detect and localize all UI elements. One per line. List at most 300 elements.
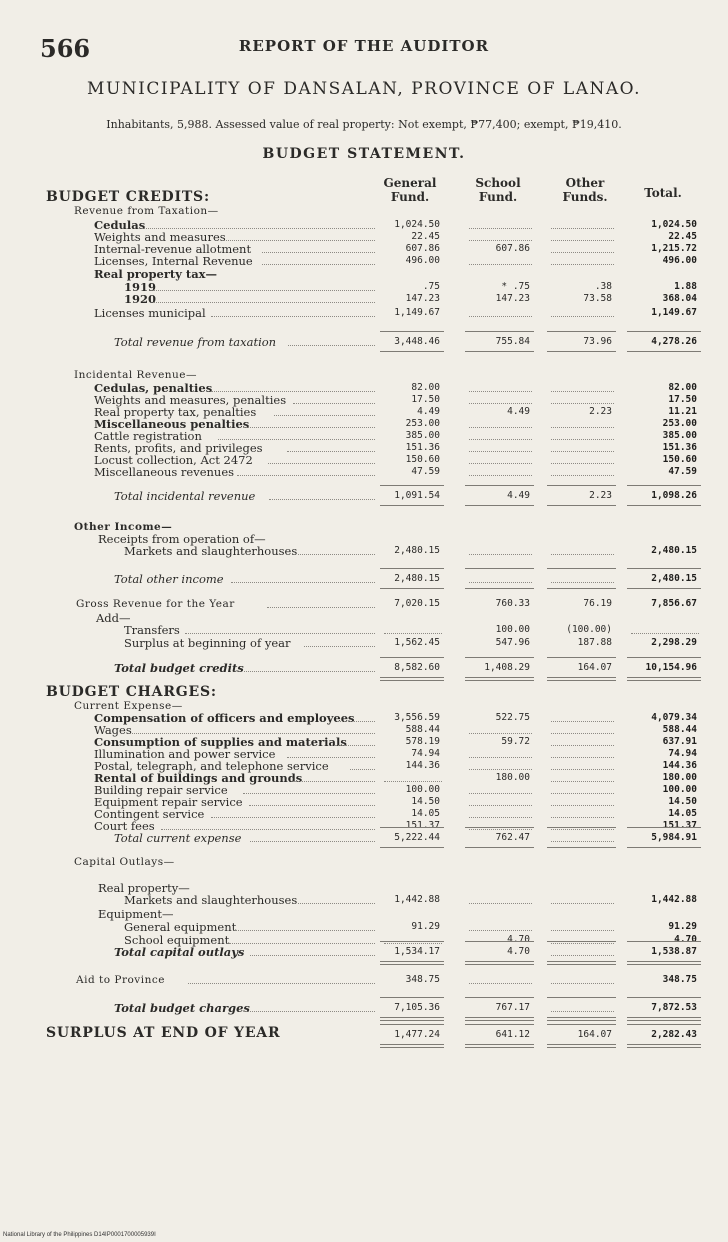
leader-dots — [274, 415, 375, 416]
leader-dots — [331, 745, 375, 746]
amount-general: 91.29 — [411, 921, 440, 932]
leader-dots — [130, 733, 376, 734]
row-label: Receipts from operation of— — [98, 532, 266, 546]
row-label: Real property— — [98, 881, 190, 895]
amount-general: 8,582.60 — [394, 662, 440, 673]
amount-school: 547.96 — [495, 637, 530, 648]
row-label: Aid to Province — [76, 974, 165, 986]
rule-above — [465, 485, 534, 486]
leader-dots — [244, 1011, 375, 1012]
blank-dots — [469, 427, 532, 428]
amount-total: 368.04 — [662, 293, 697, 304]
row-label: Weights and measures — [94, 230, 226, 244]
rule-below — [627, 1017, 701, 1021]
blank-dots — [551, 793, 614, 794]
rule-below — [380, 351, 444, 352]
amount-total: 91.29 — [668, 921, 697, 932]
amount-general: 7,105.36 — [394, 1002, 440, 1013]
leader-dots — [269, 499, 375, 500]
amount-general: 100.00 — [405, 784, 440, 795]
rule-below — [380, 588, 444, 589]
blank-dots — [469, 769, 532, 770]
amount-total: 144.36 — [662, 760, 697, 771]
blank-dots — [469, 451, 532, 452]
amount-other: 164.07 — [577, 662, 612, 673]
blank-dots — [469, 240, 532, 241]
amount-school: 4.70 — [507, 934, 530, 945]
rule-below — [627, 1044, 701, 1048]
row-label: Contingent service — [94, 807, 205, 821]
row-label: Cedulas — [94, 218, 146, 232]
amount-school: 641.12 — [495, 1029, 530, 1040]
column-header-school: School Fund. — [475, 176, 521, 204]
rule-below — [465, 588, 534, 589]
blank-dots — [469, 983, 532, 984]
rule-above — [627, 1024, 701, 1025]
rule-below — [547, 1017, 616, 1021]
rule-below — [380, 847, 444, 848]
blank-dots — [469, 817, 532, 818]
row-label: Transfers — [124, 623, 180, 637]
rule-below — [627, 847, 701, 848]
amount-general: 151.37 — [405, 820, 440, 831]
row-label: Equipment— — [98, 907, 174, 921]
row-label: School equipment — [124, 933, 230, 947]
amount-total: 7,856.67 — [651, 598, 697, 609]
amount-total: 637.91 — [662, 736, 697, 747]
amount-total: 1,442.88 — [651, 894, 697, 905]
rule-below — [627, 961, 701, 965]
amount-total: 5,984.91 — [651, 832, 697, 843]
rule-above — [547, 657, 616, 658]
row-label: Add— — [96, 611, 131, 625]
blank-dots — [551, 316, 614, 317]
row-label: Total other income — [114, 572, 224, 586]
leader-dots — [250, 841, 375, 842]
blank-dots — [551, 252, 614, 253]
amount-total: 100.00 — [662, 784, 697, 795]
row-label: Total current expense — [114, 831, 242, 845]
leader-dots — [287, 757, 375, 758]
amount-total: 4.70 — [674, 934, 697, 945]
amount-total: 10,154.96 — [645, 662, 697, 673]
amount-school: * .75 — [501, 281, 530, 292]
rule-above — [380, 568, 444, 569]
leader-dots — [211, 391, 375, 392]
leader-dots — [243, 793, 375, 794]
rule-below — [380, 961, 444, 965]
row-label: Total revenue from taxation — [114, 335, 277, 349]
amount-general: 14.50 — [411, 796, 440, 807]
row-label: Markets and slaughterhouses — [124, 893, 298, 907]
row-label: BUDGET CHARGES: — [46, 684, 217, 700]
leader-dots — [298, 903, 375, 904]
blank-dots — [469, 463, 532, 464]
blank-dots — [469, 582, 532, 583]
blank-dots — [551, 721, 614, 722]
leader-dots — [288, 345, 375, 346]
row-label: Real property tax, penalties — [94, 405, 257, 419]
amount-other: 2.23 — [589, 406, 612, 417]
rule-above — [465, 1024, 534, 1025]
row-label: 1920 — [124, 292, 157, 306]
blank-dots — [469, 264, 532, 265]
leader-dots — [153, 290, 375, 291]
statement-title: BUDGET STATEMENT. — [262, 146, 466, 162]
blank-dots — [551, 427, 614, 428]
rule-below — [627, 588, 701, 589]
row-label: Incidental Revenue— — [74, 369, 198, 381]
blank-dots — [551, 451, 614, 452]
blank-dots — [469, 439, 532, 440]
blank-dots — [551, 733, 614, 734]
row-label: Building repair service — [94, 783, 228, 797]
leader-dots — [153, 302, 375, 303]
rule-below — [547, 351, 616, 352]
rule-above — [627, 997, 701, 998]
leader-dots — [337, 721, 375, 722]
amount-total: 385.00 — [662, 430, 697, 441]
rule-above — [380, 331, 444, 332]
amount-other: 164.07 — [577, 1029, 612, 1040]
row-label: Capital Outlays— — [74, 856, 175, 868]
row-label: Licenses, Internal Revenue — [94, 254, 253, 268]
rule-above — [627, 657, 701, 658]
rule-above — [547, 331, 616, 332]
amount-general: 2,480.15 — [394, 573, 440, 584]
library-credit: National Library of the Philippines D14IP0001700005939I — [3, 1232, 156, 1238]
row-label: Markets and slaughterhouses — [124, 544, 298, 558]
leader-dots — [287, 451, 375, 452]
amount-general: 7,020.15 — [394, 598, 440, 609]
row-label: Weights and measures, penalties — [94, 393, 287, 407]
blank-dots — [551, 391, 614, 392]
rule-below — [465, 1017, 534, 1021]
amount-other: (100.00) — [566, 624, 612, 635]
amount-total: 151.37 — [662, 820, 697, 831]
amount-school: 755.84 — [495, 336, 530, 347]
rule-above — [547, 568, 616, 569]
amount-school: 59.72 — [501, 736, 530, 747]
amount-other: 73.96 — [583, 336, 612, 347]
amount-general: 1,477.24 — [394, 1029, 440, 1040]
rule-below — [627, 505, 701, 506]
leader-dots — [185, 633, 375, 634]
blank-dots — [551, 1011, 614, 1012]
amount-general: 607.86 — [405, 243, 440, 254]
amount-total: 74.94 — [668, 748, 697, 759]
rule-below — [465, 677, 534, 681]
blank-dots — [469, 316, 532, 317]
row-label: Miscellaneous penalties — [94, 417, 250, 431]
rule-above — [380, 1024, 444, 1025]
blank-dots — [551, 955, 614, 956]
blank-dots — [551, 264, 614, 265]
amount-total: 2,480.15 — [651, 573, 697, 584]
rule-below — [380, 1044, 444, 1048]
blank-dots — [551, 745, 614, 746]
row-label: 1919 — [124, 280, 157, 294]
leader-dots — [293, 403, 375, 404]
leader-dots — [293, 781, 375, 782]
blank-dots — [551, 403, 614, 404]
blank-dots — [469, 391, 532, 392]
blank-dots — [551, 930, 614, 931]
blank-dots — [551, 757, 614, 758]
blank-dots — [469, 930, 532, 931]
leader-dots — [237, 475, 375, 476]
row-label: Rental of buildings and grounds — [94, 771, 303, 785]
leader-dots — [188, 983, 375, 984]
leader-dots — [262, 264, 375, 265]
blank-dots — [551, 463, 614, 464]
rule-below — [547, 961, 616, 965]
blank-dots — [469, 228, 532, 229]
running-title: REPORT OF THE AUDITOR — [238, 37, 490, 55]
blank-dots — [551, 228, 614, 229]
amount-general: 82.00 — [411, 382, 440, 393]
blank-dots — [384, 943, 442, 944]
rule-below — [547, 847, 616, 848]
blank-dots — [469, 757, 532, 758]
leader-dots — [243, 427, 375, 428]
column-header-total: Total. — [644, 186, 682, 200]
page-number: 566 — [40, 34, 91, 63]
rule-above — [627, 485, 701, 486]
rule-above — [465, 941, 534, 942]
row-label: SURPLUS AT END OF YEAR — [46, 1025, 281, 1041]
amount-other: 187.88 — [577, 637, 612, 648]
amount-total: 348.75 — [662, 974, 697, 985]
row-label: Total budget credits — [114, 661, 244, 675]
blank-dots — [384, 633, 442, 634]
amount-total: 496.00 — [662, 255, 697, 266]
rule-above — [465, 331, 534, 332]
blank-dots — [551, 805, 614, 806]
amount-general: 253.00 — [405, 418, 440, 429]
amount-total: 17.50 — [668, 394, 697, 405]
leader-dots — [142, 228, 375, 229]
row-label: Real property tax— — [94, 267, 218, 281]
amount-general: 22.45 — [411, 231, 440, 242]
municipality-title: MUNICIPALITY OF DANSALAN, PROVINCE OF LANAO. — [87, 79, 641, 99]
rule-above — [380, 485, 444, 486]
amount-total: 150.60 — [662, 454, 697, 465]
amount-other: 2.23 — [589, 490, 612, 501]
amount-total: 151.36 — [662, 442, 697, 453]
row-label: Postal, telegraph, and telephone service — [94, 759, 329, 773]
amount-school: 4.49 — [507, 406, 530, 417]
leader-dots — [229, 943, 375, 944]
amount-school: 762.47 — [495, 832, 530, 843]
row-label: Total incidental revenue — [114, 489, 256, 503]
rule-above — [627, 827, 701, 828]
blank-dots — [469, 805, 532, 806]
amount-school: 4.49 — [507, 490, 530, 501]
rule-above — [380, 941, 444, 942]
leader-dots — [231, 582, 375, 583]
amount-total: 11.21 — [668, 406, 697, 417]
amount-total: 14.05 — [668, 808, 697, 819]
rule-above — [465, 657, 534, 658]
blank-dots — [469, 475, 532, 476]
amount-general: 74.94 — [411, 748, 440, 759]
row-label: Locust collection, Act 2472 — [94, 453, 253, 467]
amount-school: 100.00 — [495, 624, 530, 635]
amount-total: 2,480.15 — [651, 545, 697, 556]
row-label: Cattle registration — [94, 429, 202, 443]
rule-below — [547, 677, 616, 681]
leader-dots — [350, 769, 375, 770]
amount-total: 180.00 — [662, 772, 697, 783]
row-label: Rents, profits, and privileges — [94, 441, 263, 455]
amount-general: 4.49 — [417, 406, 440, 417]
leader-dots — [224, 240, 375, 241]
amount-general: 147.23 — [405, 293, 440, 304]
rule-above — [627, 331, 701, 332]
row-label: Internal-revenue allotment — [94, 242, 252, 256]
rule-above — [547, 997, 616, 998]
rule-above — [627, 941, 701, 942]
blank-dots — [551, 841, 614, 842]
amount-general: 588.44 — [405, 724, 440, 735]
amount-general: 1,091.54 — [394, 490, 440, 501]
row-label: Equipment repair service — [94, 795, 243, 809]
row-label: Cedulas, penalties — [94, 381, 213, 395]
amount-general: 1,562.45 — [394, 637, 440, 648]
rule-below — [547, 1044, 616, 1048]
amount-school: 1,408.29 — [484, 662, 530, 673]
amount-total: 1,215.72 — [651, 243, 697, 254]
amount-school: 760.33 — [495, 598, 530, 609]
leader-dots — [211, 817, 375, 818]
amount-total: 2,298.29 — [651, 637, 697, 648]
amount-general: 150.60 — [405, 454, 440, 465]
rule-above — [380, 997, 444, 998]
blank-dots — [469, 554, 532, 555]
amount-total: 82.00 — [668, 382, 697, 393]
leader-dots — [267, 607, 375, 608]
amount-general: 1,442.88 — [394, 894, 440, 905]
amount-general: 348.75 — [405, 974, 440, 985]
row-label: Revenue from Taxation— — [74, 205, 219, 217]
amount-total: 47.59 — [668, 466, 697, 477]
leader-dots — [211, 316, 375, 317]
rule-below — [627, 677, 701, 681]
amount-total: 1,098.26 — [651, 490, 697, 501]
row-label: Miscellaneous revenues — [94, 465, 235, 479]
blank-dots — [551, 582, 614, 583]
blank-dots — [551, 475, 614, 476]
amount-other: .38 — [594, 281, 612, 292]
rule-below — [465, 1044, 534, 1048]
blank-dots — [469, 829, 532, 830]
blank-dots — [551, 240, 614, 241]
amount-general: 1,534.17 — [394, 946, 440, 957]
column-header-general: General Fund. — [383, 176, 437, 204]
amount-general: 151.36 — [405, 442, 440, 453]
amount-other: 73.58 — [583, 293, 612, 304]
amount-total: 7,872.53 — [651, 1002, 697, 1013]
row-label: Current Expense— — [74, 700, 183, 712]
row-label: Illumination and power service — [94, 747, 276, 761]
amount-general: 5,222.44 — [394, 832, 440, 843]
amount-total: 4,278.26 — [651, 336, 697, 347]
rule-below — [547, 505, 616, 506]
blank-dots — [631, 633, 699, 634]
leader-dots — [262, 252, 375, 253]
amount-total: 2,282.43 — [651, 1029, 697, 1040]
row-label: Total capital outlays — [114, 945, 245, 959]
row-label: Gross Revenue for the Year — [76, 598, 235, 610]
amount-school: 180.00 — [495, 772, 530, 783]
amount-general: .75 — [422, 281, 440, 292]
leader-dots — [235, 930, 375, 931]
rule-below — [465, 505, 534, 506]
blank-dots — [551, 554, 614, 555]
blank-dots — [551, 943, 614, 944]
amount-general: 3,556.59 — [394, 712, 440, 723]
leader-dots — [244, 671, 375, 672]
amount-total: 1.88 — [674, 281, 697, 292]
blank-dots — [469, 903, 532, 904]
row-label: Compensation of officers and employees — [94, 711, 355, 725]
amount-total: 588.44 — [662, 724, 697, 735]
amount-general: 578.19 — [405, 736, 440, 747]
rule-below — [380, 505, 444, 506]
amount-general: 47.59 — [411, 466, 440, 477]
row-label: Consumption of supplies and materials — [94, 735, 347, 749]
amount-general: 385.00 — [405, 430, 440, 441]
leader-dots — [268, 463, 375, 464]
leader-dots — [249, 805, 375, 806]
amount-general: 496.00 — [405, 255, 440, 266]
rule-below — [465, 351, 534, 352]
amount-total: 1,024.50 — [651, 219, 697, 230]
amount-school: 522.75 — [495, 712, 530, 723]
amount-total: 1,538.87 — [651, 946, 697, 957]
blank-dots — [551, 903, 614, 904]
leader-dots — [304, 646, 375, 647]
rule-above — [465, 568, 534, 569]
leader-dots — [250, 955, 375, 956]
row-label: Licenses municipal — [94, 306, 206, 320]
rule-above — [547, 1024, 616, 1025]
amount-school: 4.70 — [507, 946, 530, 957]
blank-dots — [551, 829, 614, 830]
amount-general: 14.05 — [411, 808, 440, 819]
rule-above — [380, 657, 444, 658]
rule-below — [465, 961, 534, 965]
blank-dots — [469, 793, 532, 794]
leader-dots — [218, 439, 375, 440]
amount-general: 1,024.50 — [394, 219, 440, 230]
blank-dots — [551, 817, 614, 818]
amount-other: 76.19 — [583, 598, 612, 609]
rule-above — [465, 827, 534, 828]
blank-dots — [469, 403, 532, 404]
row-label: Other Income— — [74, 521, 173, 533]
row-label: General equipment — [124, 920, 237, 934]
inhabitants-line: Inhabitants, 5,988. Assessed value of real property: Not exempt, ₱77,400; exempt, ₱19,410. — [106, 118, 622, 131]
rule-below — [380, 1017, 444, 1021]
rule-above — [380, 827, 444, 828]
rule-above — [627, 568, 701, 569]
rule-below — [627, 351, 701, 352]
leader-dots — [161, 829, 375, 830]
amount-total: 253.00 — [662, 418, 697, 429]
amount-general: 2,480.15 — [394, 545, 440, 556]
